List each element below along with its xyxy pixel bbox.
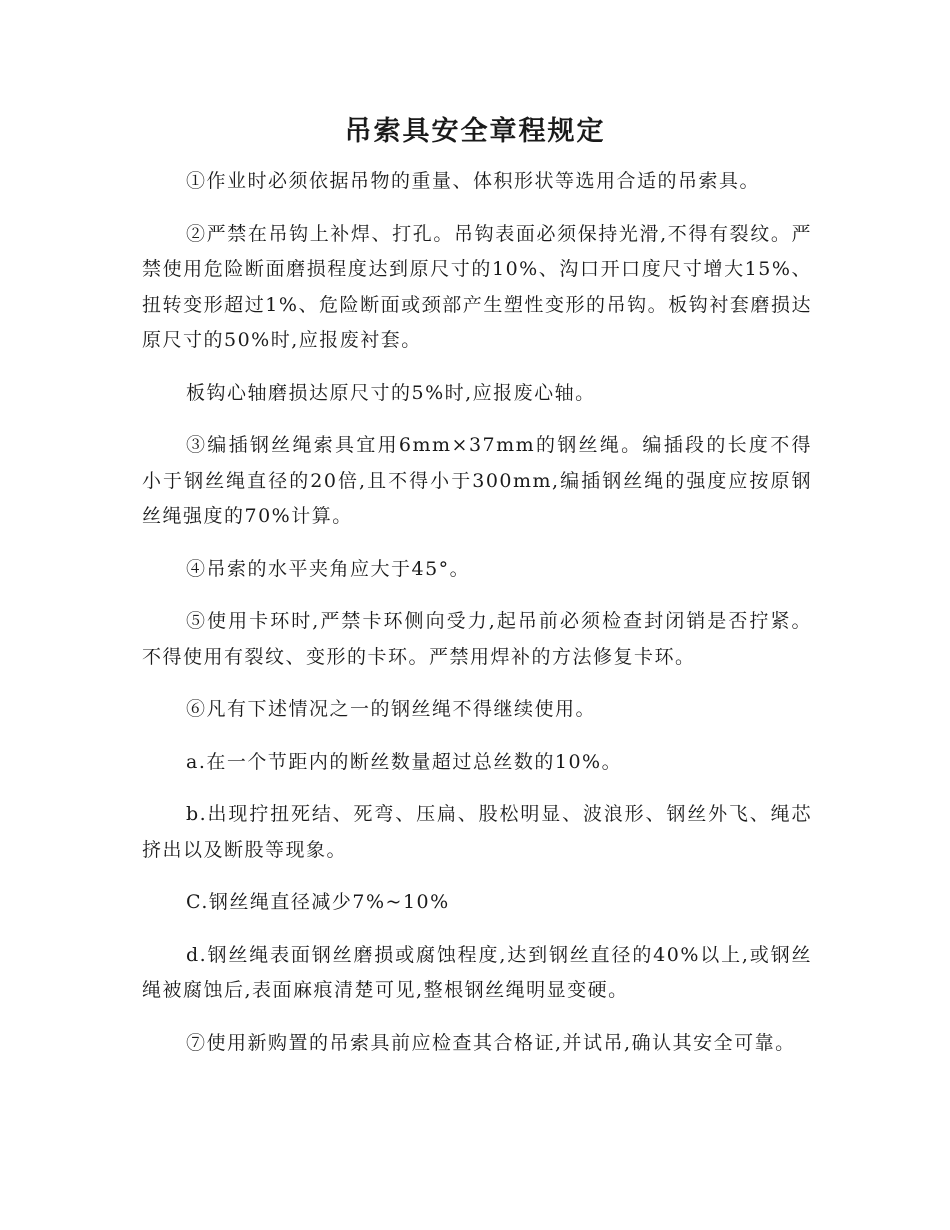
paragraph-9: b.出现拧扭死结、死弯、压扁、股松明显、波浪形、钢丝外飞、绳芯挤出以及断股等现象。 — [142, 803, 812, 861]
paragraph-10: C.钢丝绳直径减少7%~10% — [186, 891, 450, 913]
paragraph-8: a.在一个节距内的断丝数量超过总丝数的10%。 — [186, 750, 623, 773]
paragraph-11: d.钢丝绳表面钢丝磨损或腐蚀程度,达到钢丝直径的40%以上,或钢丝绳被腐蚀后,表面麻痕清楚可见,整根钢丝绳明显变硬。 — [142, 943, 812, 1001]
paragraph-1: ①作业时必须依据吊物的重量、体积形状等选用合适的吊索具。 — [186, 170, 761, 192]
paragraph-5: ④吊索的水平夹角应大于45°。 — [186, 557, 471, 580]
paragraph-4: ③编插钢丝绳索具宜用6mm×37mm的钢丝绳。编插段的长度不得小于钢丝绳直径的20倍,且不得小于300mm,编插钢丝绳的强度应按原钢丝绳强度的70%计算。 — [142, 434, 812, 527]
paragraph-2: ②严禁在吊钩上补焊、打孔。吊钩表面必须保持光滑,不得有裂纹。严禁使用危险断面磨损程度达到原尺寸的10%、沟口开口度尺寸增大15%、扭转变形超过1%、危险断面或颈部产生塑性变形的吊钩。板钩衬套磨损达原尺寸的50%时,应报废衬套。 — [142, 222, 812, 351]
document-body — [142, 164, 812, 1078]
paragraph-6: ⑤使用卡环时,严禁卡环侧向受力,起吊前必须检查封闭销是否拧紧。不得使用有裂纹、变形的卡环。严禁用焊补的方法修复卡环。 — [142, 610, 812, 668]
paragraph-12: ⑦使用新购置的吊索具前应检查其合格证,并试吊,确认其安全可靠。 — [186, 1031, 796, 1054]
paragraph-3: 板钩心轴磨损达原尺寸的5%时,应报废心轴。 — [186, 381, 596, 404]
document-title: 吊索具安全章程规定 — [344, 116, 606, 147]
paragraph-7: ⑥凡有下述情况之一的钢丝绳不得继续使用。 — [186, 698, 597, 720]
